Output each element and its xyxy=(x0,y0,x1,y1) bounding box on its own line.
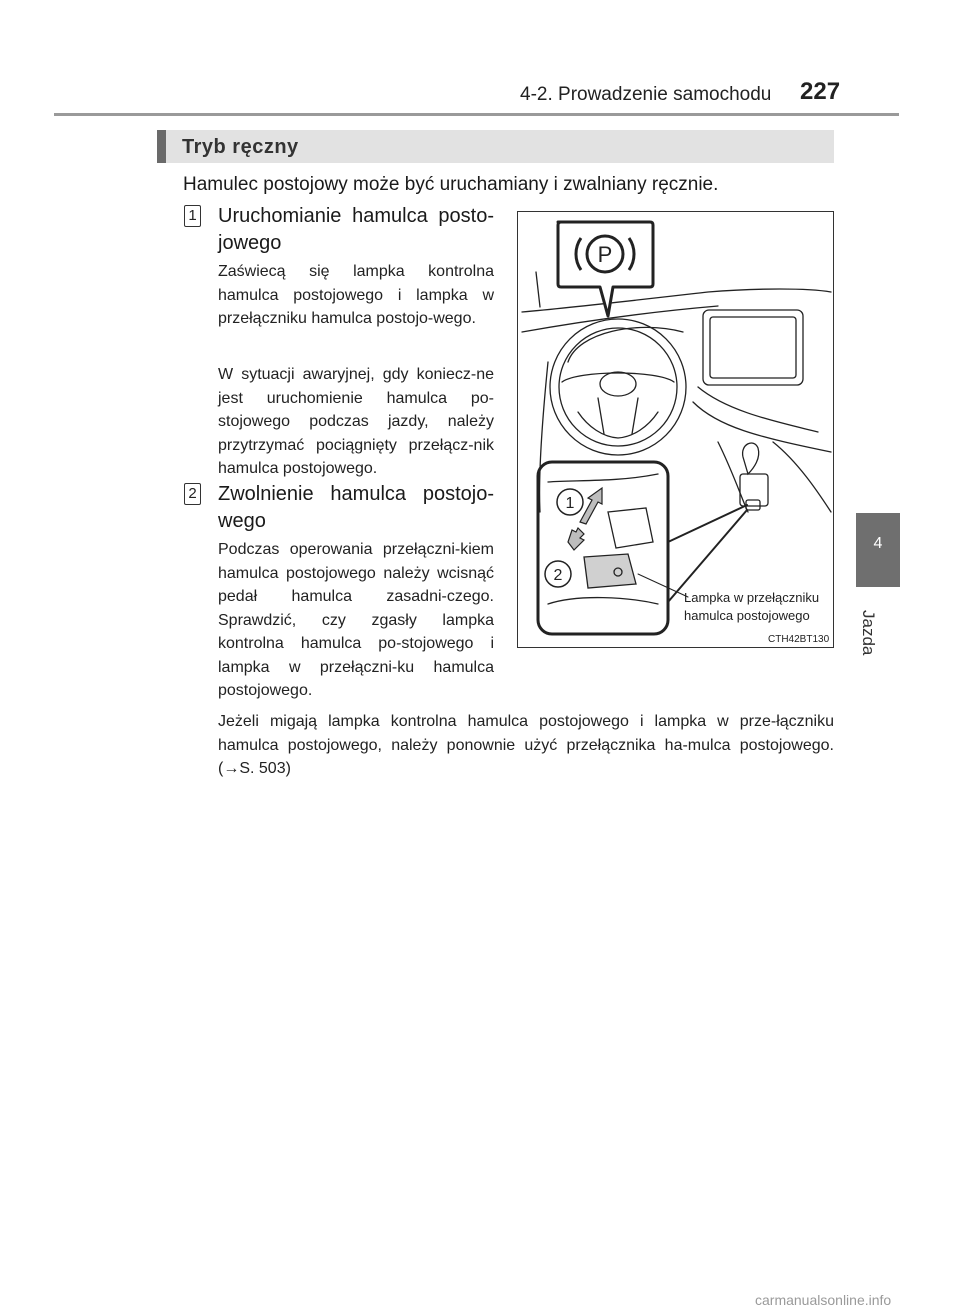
dashboard-illustration xyxy=(518,212,833,647)
step-title-2: Zwolnienie hamulca postojo-wego xyxy=(218,483,494,532)
chapter-label: Jazda xyxy=(859,610,878,656)
running-head: 4-2. Prowadzenie samochodu xyxy=(520,84,772,105)
step-title-1: Uruchomianie hamulca posto-jowego xyxy=(218,205,494,254)
figure-caption-line-1: Lampka w przełączniku xyxy=(684,590,820,605)
callout-1 xyxy=(557,489,583,515)
callout-2 xyxy=(545,561,571,587)
step-1-paragraph-1: Zaświecą się lampka kontrolna hamulca postojowego i lampka w przełączniku hamulca postojo-wego. xyxy=(218,263,494,327)
indicator-symbol: P xyxy=(597,242,613,267)
intro-text: Hamulec postojowy może być uruchamiany i zwalniany ręcznie. xyxy=(183,174,719,195)
step-1-paragraph-2: W sytuacji awaryjnej, gdy koniecz-ne jest uruchomienie hamulca po-stojowego podczas jazdy, należy przytrzymać pociągnięty przełącz-nik hamulca postojowego. xyxy=(218,366,494,477)
note-paragraph: Jeżeli migają lampka kontrolna hamulca postojowego i lampka w prze-łączniku hamulca postojowego, należy ponownie użyć przełącznika ha-mulca postojowego. (→S. 503) xyxy=(218,713,834,777)
figure-caption-line-2: hamulca postojowego xyxy=(684,608,810,623)
header-rule xyxy=(54,113,899,116)
pull-arrow-icon xyxy=(580,488,602,524)
section-header-bar xyxy=(157,130,834,163)
step-2-paragraph-1: Podczas operowania przełączni-kiem hamulca postojowego należy wcisnąć pedał hamulca zasadni-czego. Sprawdzić, czy zgasły lampka kontrolna hamulca po-stojowego i lampka w przełączni-ku hamulca postojowego. xyxy=(218,541,494,699)
push-arrow-icon xyxy=(568,528,584,550)
figure-parking-brake xyxy=(517,211,834,648)
chapter-tab xyxy=(856,513,900,587)
parking-indicator-callout xyxy=(558,222,653,316)
step-number-2: 2 xyxy=(184,483,201,505)
figure-code: CTH42BT130 xyxy=(768,634,830,645)
step-number-1: 1 xyxy=(184,205,201,227)
svg-text:1: 1 xyxy=(565,495,575,512)
watermark: carmanualsonline.info xyxy=(755,1292,892,1308)
svg-text:2: 2 xyxy=(553,567,563,584)
page-number: 227 xyxy=(800,78,841,105)
section-title: Tryb ręczny xyxy=(182,136,299,158)
chapter-number: 4 xyxy=(873,535,883,552)
